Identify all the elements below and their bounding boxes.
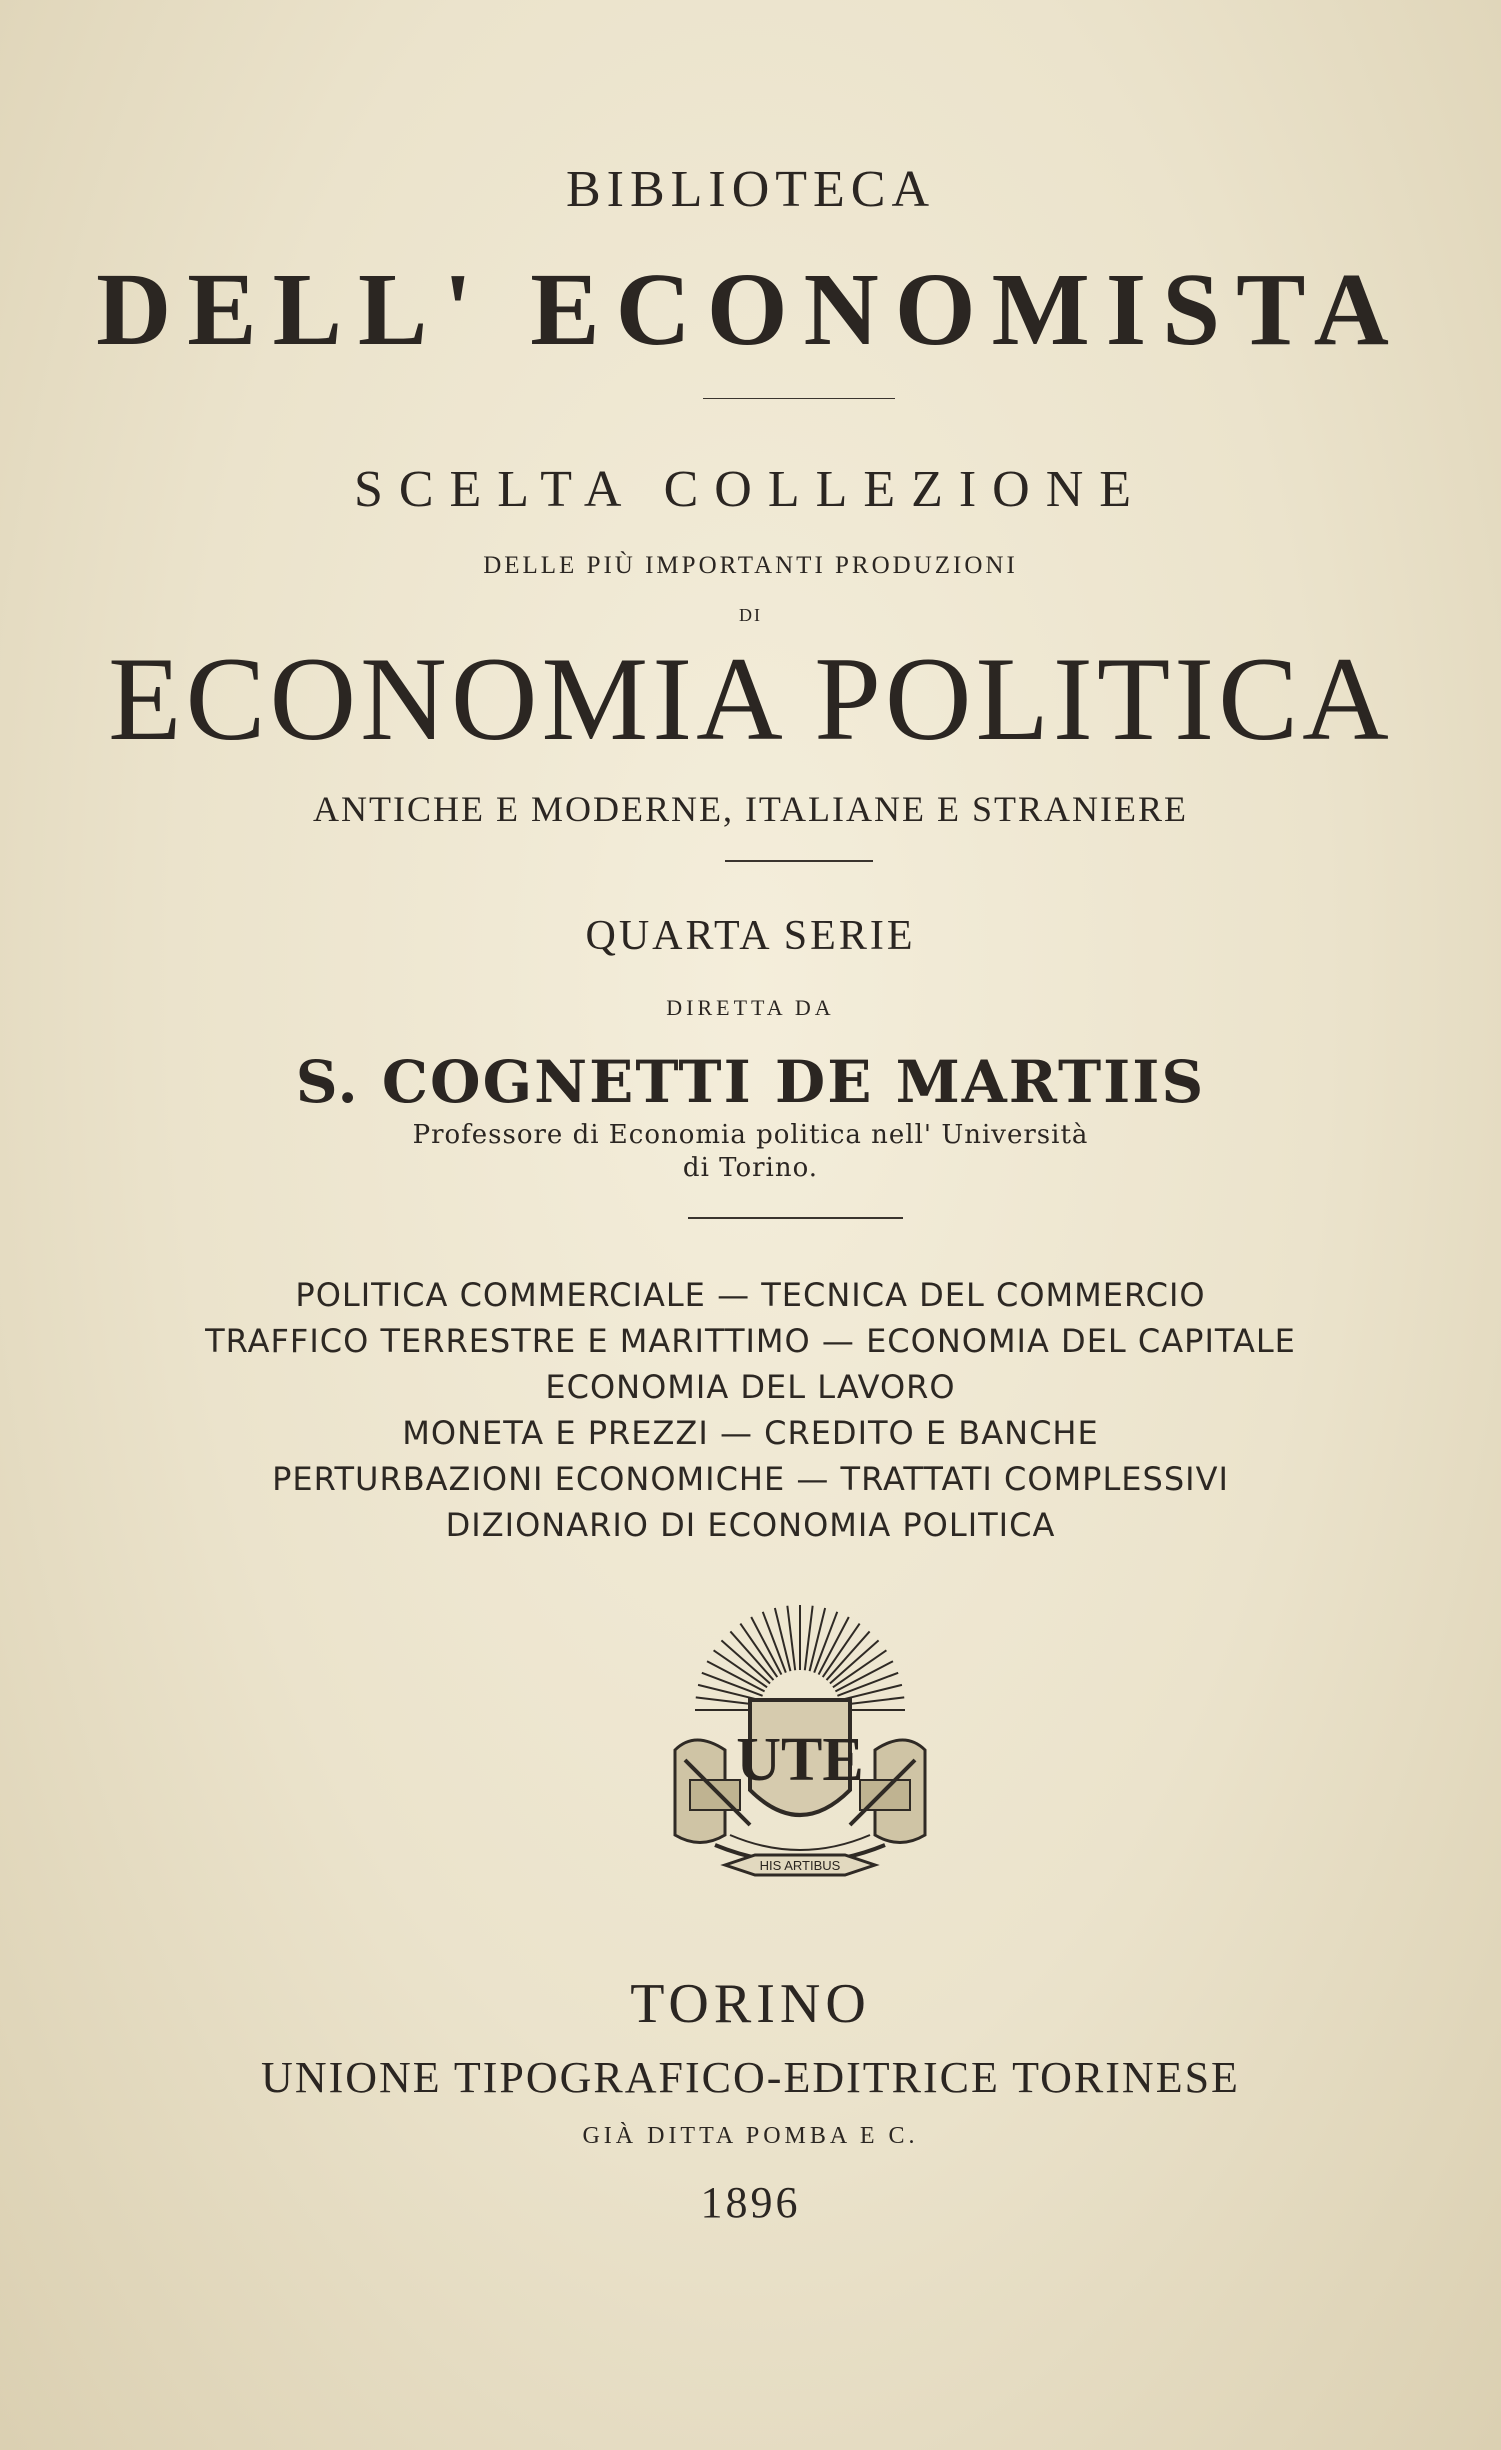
publisher-emblem-icon	[655, 1600, 945, 1900]
series-name-line-1: BIBLIOTECA	[565, 161, 936, 218]
divider-rule	[725, 860, 873, 862]
divider-rule	[688, 1217, 903, 1219]
imprint-city: TORINO	[630, 1973, 871, 2035]
topic-line: TRAFFICO TERRESTRE E MARITTIMO — ECONOMIA DEL CAPITALE	[205, 1322, 1296, 1360]
topic-line: POLITICA COMMERCIALE — TECNICA DEL COMMERCIO	[295, 1276, 1206, 1314]
editor-name: S. COGNETTI DE MARTIIS	[295, 1048, 1206, 1116]
topic-line: PERTURBAZIONI ECONOMICHE — TRATTATI COMPLESSIVI	[272, 1460, 1229, 1498]
subject-scope: ANTICHE E MODERNE, ITALIANE E STRANIERE	[312, 789, 1188, 829]
topic-line: ECONOMIA DEL LAVORO	[545, 1368, 956, 1406]
divider-rule	[703, 398, 895, 399]
imprint-formerly: GIÀ DITTA POMBA E C.	[582, 2123, 919, 2149]
emblem-letters: UTE	[736, 1726, 864, 1794]
imprint-year: 1896	[700, 2178, 801, 2227]
subject-title: ECONOMIA POLITICA	[108, 632, 1393, 765]
collection-heading: SCELTA COLLEZIONE	[353, 461, 1148, 518]
collection-di: DI	[739, 605, 762, 625]
series-number: QUARTA SERIE	[585, 913, 916, 959]
emblem-motto: HIS ARTIBUS	[759, 1858, 841, 1873]
directed-by-label: DIRETTA DA	[666, 995, 835, 1020]
imprint-publisher: UNIONE TIPOGRAFICO-EDITRICE TORINESE	[261, 2053, 1240, 2102]
topic-line: DIZIONARIO DI ECONOMIA POLITICA	[445, 1506, 1056, 1544]
editor-title-line-2: di Torino.	[682, 1153, 819, 1183]
editor-title-line-1: Professore di Economia politica nell' Università	[412, 1120, 1089, 1150]
collection-subheading: DELLE PIÙ IMPORTANTI PRODUZIONI	[483, 552, 1018, 579]
topic-line: MONETA E PREZZI — CREDITO E BANCHE	[402, 1414, 1099, 1452]
series-name-line-2: DELL' ECONOMISTA	[96, 252, 1405, 367]
